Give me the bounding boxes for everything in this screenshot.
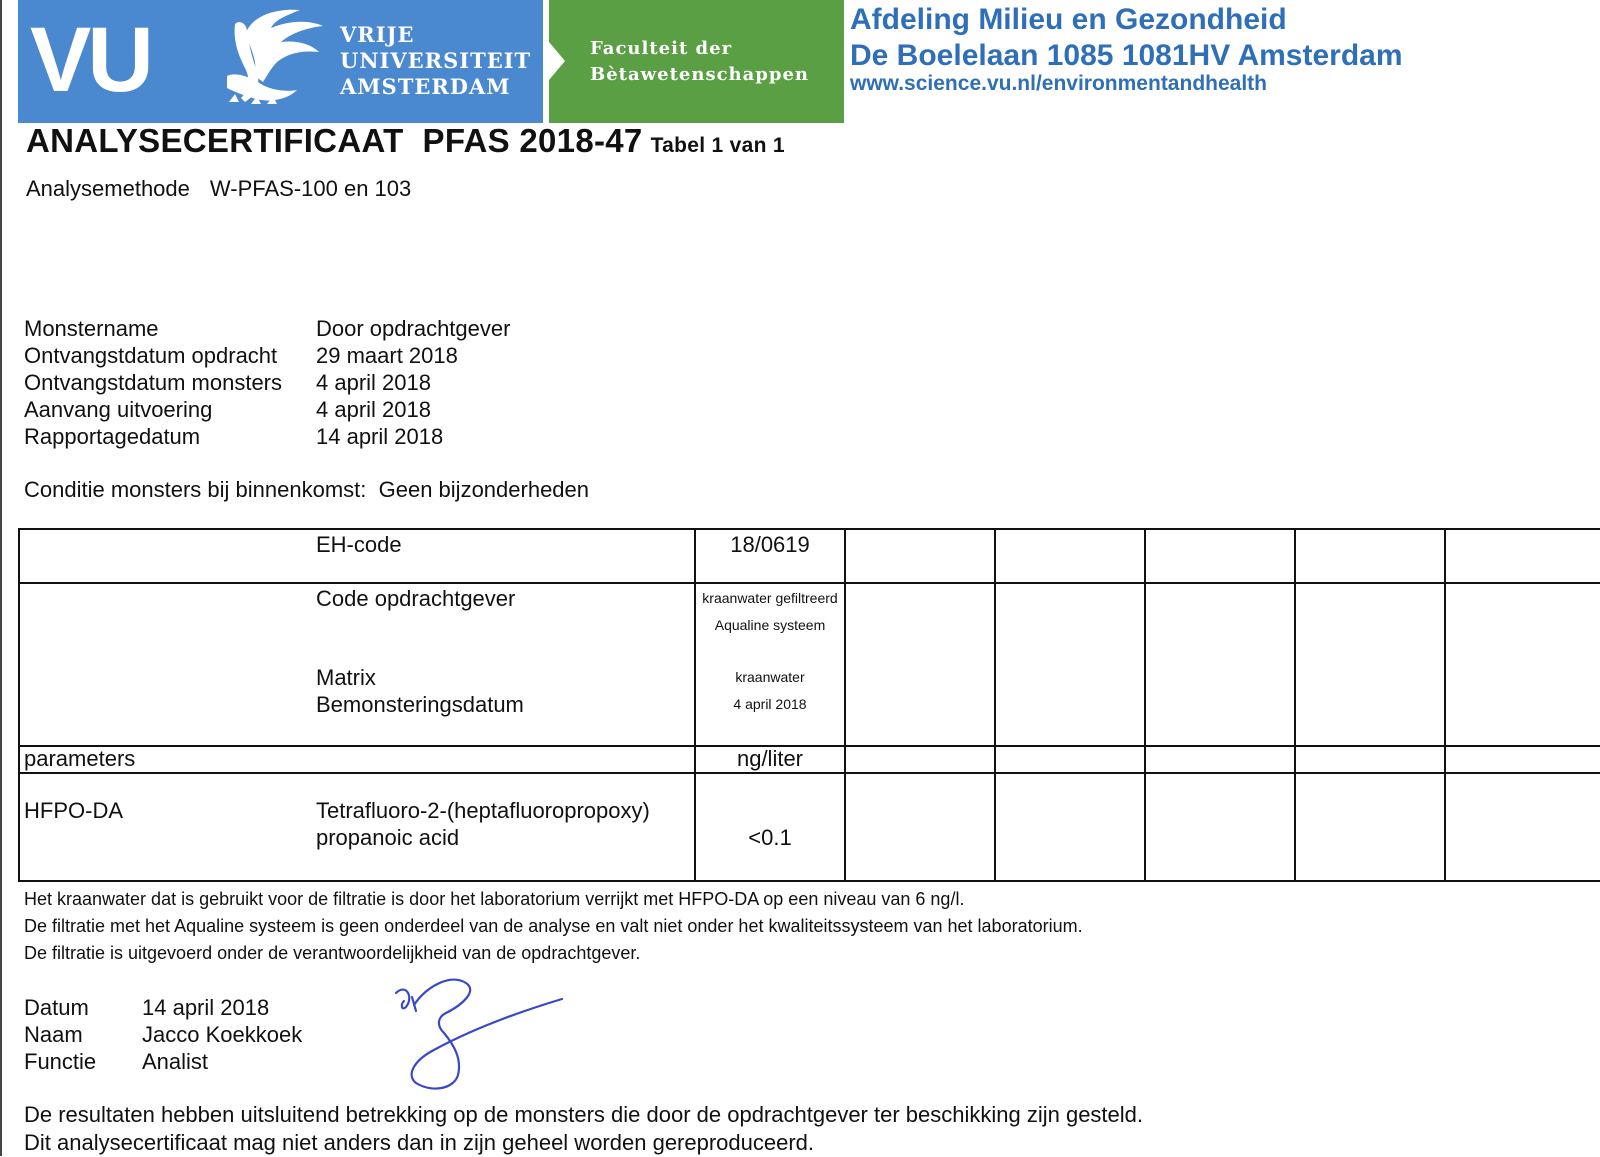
note-line: De filtratie met het Aqualine systeem is geen onderdeel van de analyse en valt niet onder het kwaliteitssysteem van het laboratorium. xyxy=(24,916,1083,936)
footer xyxy=(24,1101,1143,1157)
footer-line: Dit analysecertificaat mag niet anders dan in zijn geheel worden gereproduceerd. xyxy=(24,1130,815,1155)
signature-image xyxy=(392,975,572,1095)
sampling-date-value: 4 april 2018 xyxy=(733,696,807,712)
signoff-row xyxy=(24,1021,302,1048)
parameter-code: HFPO-DA xyxy=(24,798,123,823)
table-border xyxy=(1444,528,1446,882)
table-border xyxy=(18,880,1600,882)
analysis-method xyxy=(26,176,411,202)
info-label: Monstername xyxy=(24,316,159,341)
certificate-title xyxy=(26,122,785,160)
info-value: Door opdrachtgever xyxy=(316,316,511,341)
matrix-label: Matrix xyxy=(316,665,376,690)
university-line: VRIJE xyxy=(340,22,415,47)
faculty-name xyxy=(590,36,809,88)
eh-code-label: EH-code xyxy=(316,532,402,557)
info-label: Ontvangstdatum opdracht xyxy=(24,343,278,368)
condition-label: Conditie monsters bij binnenkomst: xyxy=(24,477,367,502)
signoff-value: Analist xyxy=(142,1049,209,1074)
matrix-value: kraanwater xyxy=(735,669,805,685)
eh-code-value: 18/0619 xyxy=(730,532,810,557)
client-code-value: kraanwater gefiltreerd xyxy=(702,590,838,606)
info-row xyxy=(24,423,443,450)
signoff-label: Datum xyxy=(24,995,89,1020)
parameter-name: propanoic acid xyxy=(316,825,460,850)
department-heading xyxy=(850,2,1403,74)
info-label: Ontvangstdatum monsters xyxy=(24,370,283,395)
table-border xyxy=(18,528,1600,530)
department-name: Afdeling Milieu en Gezondheid xyxy=(850,3,1287,36)
info-value: 4 april 2018 xyxy=(316,397,431,422)
faculty-line: Bètawetenschappen xyxy=(590,64,809,85)
certificate-title-text: ANALYSECERTIFICAAT PFAS 2018-47 xyxy=(26,122,643,159)
note-line: Het kraanwater dat is gebruikt voor de filtratie is door het laboratorium verrijkt met HFPO-DA op een niveau van 6 ng/l. xyxy=(24,889,965,909)
info-label: Aanvang uitvoering xyxy=(24,397,213,422)
method-value: W-PFAS-100 en 103 xyxy=(209,176,412,201)
table-border xyxy=(1144,528,1146,882)
signoff-row xyxy=(24,994,269,1021)
department-address: De Boelelaan 1085 1081HV Amsterdam xyxy=(850,39,1403,72)
info-row xyxy=(24,396,431,423)
signoff-row xyxy=(24,1048,208,1075)
condition-row xyxy=(24,476,589,503)
notes xyxy=(24,886,1083,967)
info-value: 29 maart 2018 xyxy=(316,343,458,368)
table-border xyxy=(1294,528,1296,882)
faculty-line: Faculteit der xyxy=(590,38,733,59)
university-name xyxy=(340,22,531,100)
table-count: Tabel 1 van 1 xyxy=(650,134,785,157)
condition-value: Geen bijzonderheden xyxy=(378,477,590,502)
info-row xyxy=(24,342,458,369)
university-line: UNIVERSITEIT xyxy=(340,48,532,73)
signoff-value: 14 april 2018 xyxy=(142,995,270,1020)
info-row xyxy=(24,369,431,396)
parameter-name: Tetrafluoro-2-(heptafluoropropoxy) xyxy=(316,798,650,823)
signoff-label: Functie xyxy=(24,1049,97,1074)
table-border xyxy=(18,772,1600,774)
chevron-right-icon xyxy=(543,0,567,123)
info-value: 14 april 2018 xyxy=(316,424,444,449)
signoff-label: Naam xyxy=(24,1022,83,1047)
table-border xyxy=(994,528,996,882)
department-url[interactable]: www.science.vu.nl/environmentandhealth xyxy=(850,72,1267,95)
client-code-value: Aqualine systeem xyxy=(714,617,826,633)
info-value: 4 april 2018 xyxy=(316,370,431,395)
table-border xyxy=(18,528,20,882)
table-border xyxy=(18,582,1600,584)
unit-label: ng/liter xyxy=(736,746,804,771)
client-code-label: Code opdrachtgever xyxy=(316,586,516,611)
parameter-value: <0.1 xyxy=(748,825,792,850)
table-border xyxy=(844,528,846,882)
info-row xyxy=(24,315,510,342)
method-label: Analysemethode xyxy=(26,176,190,201)
sampling-date-label: Bemonsteringsdatum xyxy=(316,692,524,717)
griffin-icon xyxy=(205,6,325,111)
vu-logo-text: VU xyxy=(30,9,150,111)
university-line: AMSTERDAM xyxy=(340,74,511,99)
page-left-border xyxy=(0,0,2,1156)
results-table xyxy=(18,528,1600,880)
footer-line: De resultaten hebben uitsluitend betrekking op de monsters die door de opdrachtgever ter beschikking zijn gesteld. xyxy=(24,1102,1144,1127)
parameters-label: parameters xyxy=(24,746,136,771)
signoff-value: Jacco Koekkoek xyxy=(142,1022,303,1047)
info-label: Rapportagedatum xyxy=(24,424,201,449)
note-line: De filtratie is uitgevoerd onder de verantwoordelijkheid van de opdrachtgever. xyxy=(24,943,641,963)
